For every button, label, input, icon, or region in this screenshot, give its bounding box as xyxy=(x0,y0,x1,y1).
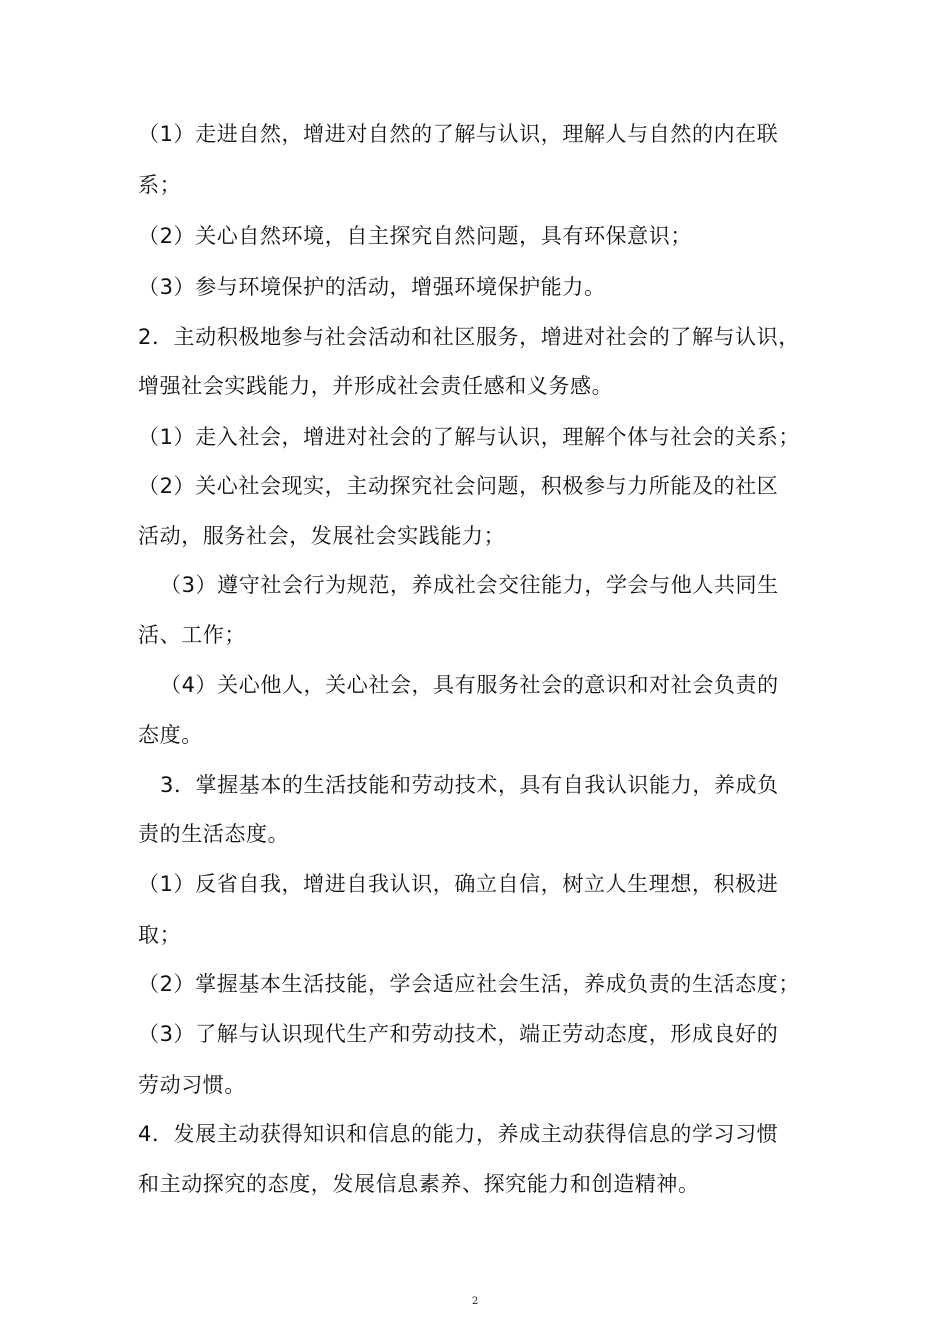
text-line: 态度。 xyxy=(138,723,203,747)
text-line: 增强社会实践能力，并形成社会责任感和义务感。 xyxy=(138,374,614,398)
text-line: 4．发展主动获得知识和信息的能力，养成主动获得信息的学习习惯 xyxy=(138,1122,779,1146)
text-line: 系； xyxy=(138,173,182,197)
text-line: （3）了解与认识现代生产和劳动技术，端正劳动态度，形成良好的 xyxy=(138,1022,779,1046)
text-line: （1）走入社会，增进对社会的了解与认识，理解个体与社会的关系； xyxy=(138,425,800,449)
text-line: 责的生活态度。 xyxy=(138,822,290,846)
text-line: （2）掌握基本生活技能，学会适应社会生活，养成负责的生活态度； xyxy=(138,972,800,996)
text-line: 取； xyxy=(138,923,182,947)
text-line: 劳动习惯。 xyxy=(138,1073,246,1097)
text-line: 活、工作； xyxy=(138,623,246,647)
text-line: 活动，服务社会，发展社会实践能力； xyxy=(138,524,506,548)
page-number: 2 xyxy=(471,1296,479,1307)
text-line: （4）关心他人，关心社会，具有服务社会的意识和对社会负责的 xyxy=(160,673,779,697)
text-line: （3）参与环境保护的活动，增强环境保护能力。 xyxy=(138,275,606,299)
text-line: （2）关心自然环境，自主探究自然问题，具有环保意识； xyxy=(138,224,692,248)
text-line: （3）遵守社会行为规范，养成社会交往能力，学会与他人共同生 xyxy=(160,573,779,597)
text-line: （1）走进自然，增进对自然的了解与认识，理解人与自然的内在联 xyxy=(138,122,779,146)
text-line: 和主动探究的态度，发展信息素养、探究能力和创造精神。 xyxy=(138,1172,700,1196)
text-line: （1）反省自我，增进自我认识，确立自信，树立人生理想，积极进 xyxy=(138,872,779,896)
text-line: （2）关心社会现实，主动探究社会问题，积极参与力所能及的社区 xyxy=(138,474,779,498)
text-line: 3．掌握基本的生活技能和劳动技术，具有自我认识能力，养成负 xyxy=(160,773,779,797)
text-line: 2．主动积极地参与社会活动和社区服务，增进对社会的了解与认识， xyxy=(138,325,800,349)
